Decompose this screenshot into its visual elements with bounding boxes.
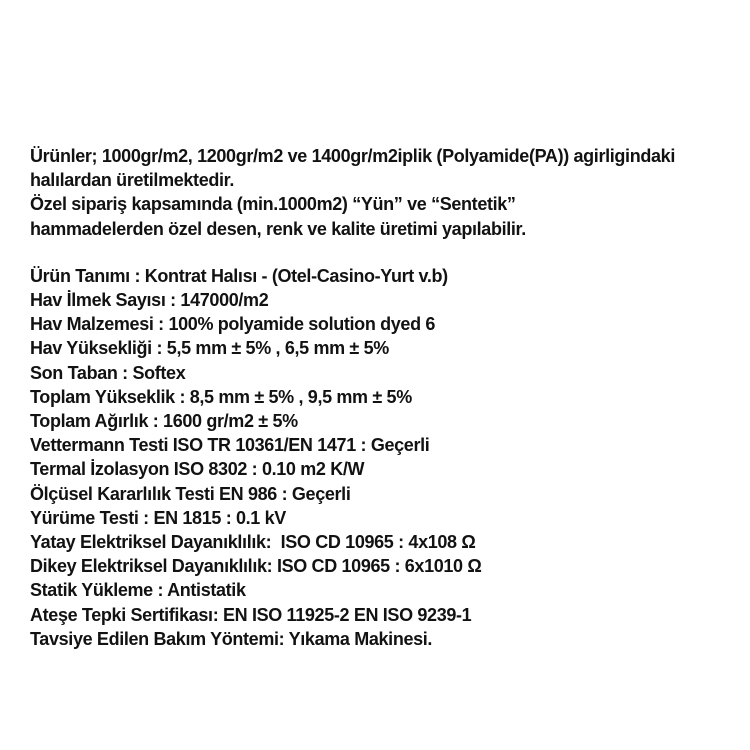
spec-line: Hav İlmek Sayısı : 147000/m2 (30, 290, 269, 311)
spec-line: Vettermann Testi ISO TR 10361/EN 1471 : Geçerli (30, 435, 430, 456)
description-line: halılardan üretilmektedir. (30, 170, 234, 191)
spec-line: Ateşe Tepki Sertifikası: EN ISO 11925-2 EN ISO 9239-1 (30, 604, 472, 625)
spec-line: Ölçüsel Kararlılık Testi EN 986 : Geçerli (30, 483, 351, 504)
spec-list (30, 264, 740, 651)
spec-line: Dikey Elektriksel Dayanıklılık: ISO CD 10965 : 6x1010 Ω (30, 556, 482, 577)
spec-line: Termal İzolasyon ISO 8302 : 0.10 m2 K/W (30, 459, 365, 480)
spec-line: Son Taban : Softex (30, 362, 186, 383)
description-line: Özel sipariş kapsamında (min.1000m2) “Yün” ve “Sentetik” (30, 194, 516, 215)
spec-line: Hav Yüksekliği : 5,5 mm ± 5% , 6,5 mm ± 5% (30, 338, 389, 359)
spec-line: Tavsiye Edilen Bakım Yöntemi: Yıkama Makinesi. (30, 628, 433, 649)
spec-line: Statik Yükleme : Antistatik (30, 580, 246, 601)
spec-line: Yürüme Testi : EN 1815 : 0.1 kV (30, 507, 286, 528)
spec-line: Hav Malzemesi : 100% polyamide solution dyed 6 (30, 314, 436, 335)
spec-line: Toplam Yükseklik : 8,5 mm ± 5% , 9,5 mm ± 5% (30, 386, 412, 407)
spec-line: Ürün Tanımı : Kontrat Halısı - (Otel-Casino-Yurt v.b) (30, 265, 448, 286)
product-description-paragraph (30, 144, 740, 241)
description-line: hammadelerden özel desen, renk ve kalite üretimi yapılabilir. (30, 218, 526, 239)
spec-text-block (30, 144, 740, 651)
spec-line: Toplam Ağırlık : 1600 gr/m2 ± 5% (30, 411, 298, 432)
spec-line: Yatay Elektriksel Dayanıklılık: ISO CD 10965 : 4x108 Ω (30, 532, 476, 553)
description-line: Ürünler; 1000gr/m2, 1200gr/m2 ve 1400gr/m2iplik (Polyamide(PA)) agirligindaki (30, 146, 675, 166)
